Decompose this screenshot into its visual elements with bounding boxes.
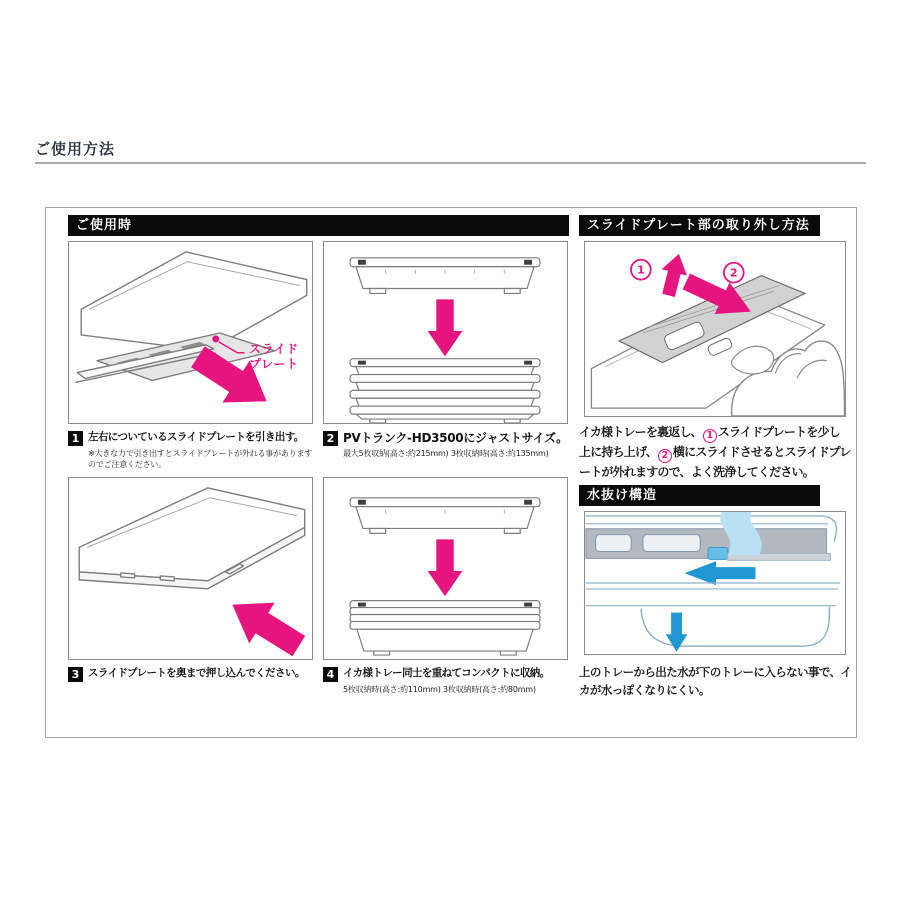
removal-panel [584,241,846,417]
removal-header-label: スライドプレート部の取り外し方法 [587,218,810,233]
page-title: ご使用方法 [35,140,116,158]
tray-corner-drawing [79,488,305,589]
step-1-panel [68,241,313,424]
lift-up-arrow-icon [656,251,692,299]
step-number-badge: 2 [323,431,338,446]
step-3-caption [68,666,318,682]
usage-header-bar [68,215,569,236]
step-2-panel [323,241,568,424]
water-flow-arrow-icon [684,561,755,585]
nest-down-arrow-icon [428,539,463,596]
slide-plate-pointer-dot [212,335,219,342]
step-title: イカ様トレー同士を重ねてコンパクトに収納。 [343,667,550,679]
step-4-illustration [324,478,567,659]
step-2-caption [323,430,573,459]
circled-2-icon: 2 [658,449,672,463]
single-tray-drawing [350,258,540,294]
step-number-badge: 4 [323,667,338,682]
drainage-illustration [585,512,845,654]
svg-text:1: 1 [637,263,645,277]
upper-tray-section-drawing [586,516,837,560]
step-1-illustration [69,242,312,423]
drainage-note: 上のトレーから出た水が下のトレーに入らない事で、イカが水っぽくなりにくい。 [579,665,852,698]
instructions-box [45,207,857,738]
drainage-panel [584,511,846,655]
lower-tray-section-drawing [586,583,840,646]
step-4-panel [323,477,568,660]
usage-header-label: ご使用時 [76,218,133,233]
drainage-header-label: 水抜け構造 [587,488,658,503]
stack-down-arrow-icon [428,299,463,356]
step-2-illustration [324,242,567,423]
step-title: 左右についているスライドプレートを引き出す。 [88,431,304,443]
step-4-caption [323,666,573,695]
step-2-marker-icon [724,263,744,283]
tray-stack-drawing [350,359,540,423]
hand-drawing [732,341,845,416]
step-note: ※大きな力で引き出すとスライドプレートが外れる事がありますのでご注意ください。 [88,448,313,469]
svg-text:2: 2 [730,266,738,280]
removal-header-bar [579,215,820,236]
step-3-panel [68,477,313,660]
removal-note: イカ様トレーを裏返し、 1 スライドプレートを少し上に持ち上げ、 2 横にスライドさせるとスライドプレートが外れますので、よく洗浄してください。 [579,425,851,479]
single-tray-drawing [350,498,540,534]
step-1-caption [68,430,318,470]
drainage-header-bar [579,485,820,506]
step-number-badge: 3 [68,667,83,682]
step-number-badge: 1 [68,431,83,446]
removal-illustration [585,242,845,416]
step-note: 最大5枚収納(高さ:約215mm) 3枚収納時(高さ:約135mm) [343,449,549,459]
step-1-marker-icon [631,260,651,280]
slide-plate-label: スライド プレート [249,342,299,371]
step-note: 5枚収納時(高さ:約110mm) 3枚収納時(高さ:約80mm) [343,684,536,694]
circled-1-icon: 1 [703,429,717,443]
nested-stack-drawing [350,601,540,655]
title-divider [35,162,866,164]
push-in-arrow-icon [220,584,312,659]
step-title: スライドプレートを奥まで押し込んでください。 [88,667,305,679]
step-title: PVトランク-HD3500にジャストサイズ。 [343,431,568,445]
step-3-illustration [69,478,312,659]
